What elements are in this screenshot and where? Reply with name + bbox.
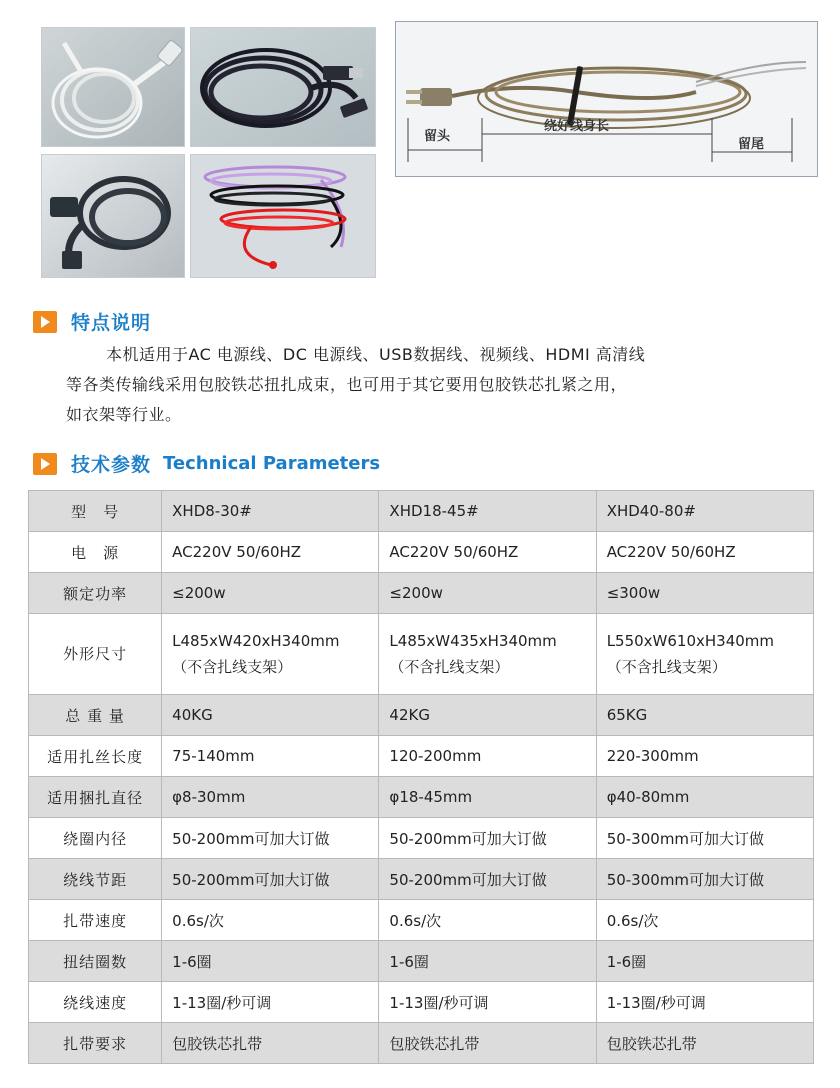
cell-value: 1-6圈 — [389, 952, 429, 971]
cell-value: 220-300mm — [606, 747, 699, 765]
usb-cable-image — [42, 28, 184, 146]
table-cell — [596, 573, 813, 614]
cell-value: 1-13圈/秒可调 — [172, 993, 272, 1012]
row-label: 型 号 — [29, 491, 162, 532]
table-cell — [162, 941, 379, 982]
table-cell — [596, 859, 813, 900]
row-label: 绕线速度 — [29, 982, 162, 1023]
cell-value: 1-6圈 — [172, 952, 212, 971]
cell-value: XHD8-30# — [172, 502, 252, 520]
photo-colored-cables — [190, 154, 376, 278]
table-row — [29, 900, 814, 941]
row-label: 绕圈内径 — [29, 818, 162, 859]
cell-value: L485xW420xH340mm — [172, 632, 340, 650]
cell-value: 1-6圈 — [606, 952, 647, 971]
table-row — [29, 736, 814, 777]
table-cell — [162, 736, 379, 777]
cell-value: AC220V 50/60HZ — [172, 543, 302, 561]
arrow-icon — [33, 453, 57, 475]
cable-diagram — [395, 21, 818, 177]
table-cell — [596, 532, 813, 573]
table-cell — [596, 941, 813, 982]
table-cell — [162, 614, 379, 695]
row-label: 扎带要求 — [29, 1023, 162, 1064]
cell-value: 50-200mm可加大订做 — [172, 870, 330, 889]
cell-value: XHD18-45# — [389, 502, 479, 520]
table-cell — [379, 859, 596, 900]
table-cell — [379, 818, 596, 859]
table-cell — [162, 859, 379, 900]
cell-value: φ40-80mm — [606, 788, 690, 806]
table-cell — [162, 1023, 379, 1064]
cell-note: （不含扎线支架） — [389, 658, 510, 676]
black-usb-cable-image — [191, 28, 375, 146]
spec-table — [28, 490, 814, 1064]
features-title: 特点说明 — [71, 312, 152, 334]
row-label: 扭结圈数 — [29, 941, 162, 982]
table-row — [29, 1023, 814, 1064]
arrow-icon — [33, 311, 57, 333]
cell-value: 1-13圈/秒可调 — [389, 993, 489, 1012]
photo-usb-cable — [41, 27, 185, 147]
table-cell — [596, 777, 813, 818]
row-label: 适用捆扎直径 — [29, 777, 162, 818]
table-row — [29, 982, 814, 1023]
body-length-label: 绕好线身长 — [544, 119, 610, 134]
cell-value: L550xW610xH340mm — [606, 632, 775, 650]
table-cell — [379, 695, 596, 736]
table-row — [29, 695, 814, 736]
cell-value: 65KG — [606, 706, 648, 724]
row-label: 额定功率 — [29, 573, 162, 614]
table-cell — [379, 573, 596, 614]
table-cell — [596, 614, 813, 695]
params-header — [33, 450, 380, 477]
table-cell — [162, 900, 379, 941]
features-line-3: 如衣架等行业。 — [66, 405, 182, 424]
cell-value: 0.6s/次 — [606, 911, 659, 930]
cell-value: 0.6s/次 — [172, 911, 224, 930]
cell-value: 包胶铁芯扎带 — [606, 1034, 697, 1053]
cell-value: 120-200mm — [389, 747, 482, 765]
table-cell — [162, 982, 379, 1023]
row-label: 总 重 量 — [29, 695, 162, 736]
head-label: 留头 — [424, 129, 451, 144]
tail-label: 留尾 — [738, 137, 765, 152]
cell-value: ≤300w — [606, 584, 661, 602]
table-row — [29, 818, 814, 859]
photo-black-usb-cable — [190, 27, 376, 147]
table-row — [29, 532, 814, 573]
cable-diagram-image — [396, 22, 817, 176]
table-cell — [596, 736, 813, 777]
cell-value: ≤200w — [172, 584, 226, 602]
photo-power-cord — [41, 154, 185, 278]
table-cell — [596, 1023, 813, 1064]
cell-value: AC220V 50/60HZ — [389, 543, 519, 561]
row-label: 绕线节距 — [29, 859, 162, 900]
cell-value: 50-200mm可加大订做 — [389, 829, 547, 848]
cell-value: 42KG — [389, 706, 430, 724]
table-cell — [379, 532, 596, 573]
cell-note: （不含扎线支架） — [172, 658, 293, 676]
cell-value: 0.6s/次 — [389, 911, 442, 930]
cell-value: 1-13圈/秒可调 — [606, 993, 706, 1012]
table-cell — [379, 1023, 596, 1064]
cell-value: φ18-45mm — [389, 788, 473, 806]
cell-value: XHD40-80# — [606, 502, 696, 520]
table-cell — [162, 573, 379, 614]
table-cell — [379, 736, 596, 777]
table-row — [29, 573, 814, 614]
features-header — [33, 308, 151, 335]
row-label: 扎带速度 — [29, 900, 162, 941]
row-label: 电 源 — [29, 532, 162, 573]
table-cell — [596, 818, 813, 859]
table-cell — [379, 777, 596, 818]
params-title-en: Technical Parameters — [163, 453, 381, 474]
table-cell — [379, 614, 596, 695]
table-row — [29, 614, 814, 695]
features-line-2: 等各类传输线采用包胶铁芯扭扎成束，也可用于其它要用包胶铁芯扎紧之用， — [66, 375, 628, 394]
table-cell — [162, 695, 379, 736]
table-cell — [379, 941, 596, 982]
cell-value: AC220V 50/60HZ — [606, 543, 736, 561]
row-label: 外形尺寸 — [29, 614, 162, 695]
table-cell — [162, 491, 379, 532]
cell-note: （不含扎线支架） — [606, 658, 727, 676]
table-row — [29, 491, 814, 532]
features-description — [66, 340, 786, 430]
cell-value: 50-200mm可加大订做 — [172, 829, 330, 848]
cell-value: 75-140mm — [172, 747, 255, 765]
table-row — [29, 941, 814, 982]
table-cell — [596, 491, 813, 532]
colored-cables-image — [191, 155, 375, 277]
table-cell — [162, 818, 379, 859]
table-row — [29, 777, 814, 818]
cell-value: φ8-30mm — [172, 788, 246, 806]
cell-value: 包胶铁芯扎带 — [389, 1034, 480, 1053]
cell-value: 40KG — [172, 706, 213, 724]
table-cell — [162, 532, 379, 573]
row-label: 适用扎丝长度 — [29, 736, 162, 777]
table-cell — [379, 491, 596, 532]
cell-value: 50-300mm可加大订做 — [606, 870, 765, 889]
features-line-1: 本机适用于AC 电源线、DC 电源线、USB数据线、视频线、HDMI 高清线 — [106, 345, 646, 364]
table-cell — [596, 695, 813, 736]
cell-value: 50-200mm可加大订做 — [389, 870, 547, 889]
params-title: 技术参数 — [71, 454, 152, 476]
cell-value: L485xW435xH340mm — [389, 632, 557, 650]
cell-value: ≤200w — [389, 584, 443, 602]
table-cell — [379, 900, 596, 941]
power-cord-image — [42, 155, 184, 277]
table-cell — [596, 982, 813, 1023]
table-cell — [596, 900, 813, 941]
table-row — [29, 859, 814, 900]
table-cell — [162, 777, 379, 818]
cell-value: 50-300mm可加大订做 — [606, 829, 765, 848]
cell-value: 包胶铁芯扎带 — [172, 1034, 263, 1053]
table-cell — [379, 982, 596, 1023]
